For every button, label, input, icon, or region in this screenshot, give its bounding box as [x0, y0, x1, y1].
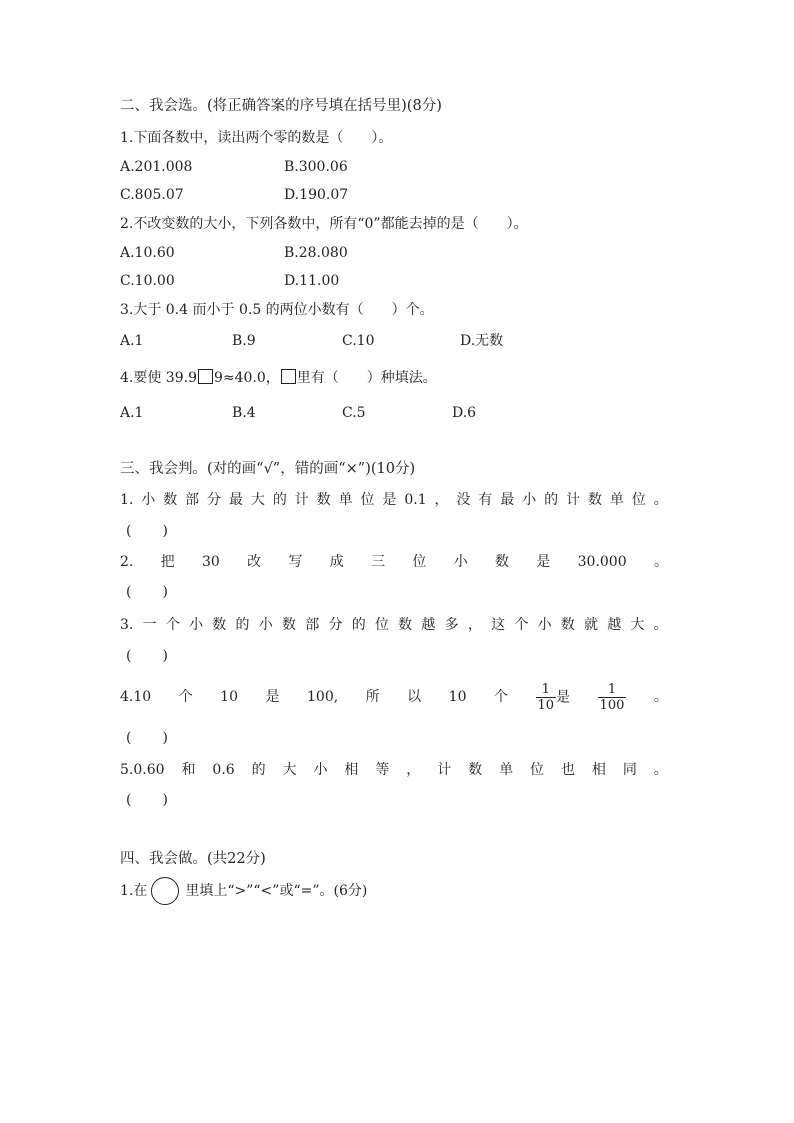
statement-token: 这: [491, 617, 506, 633]
statement-token: 小: [141, 492, 156, 508]
statement-token: 。: [653, 492, 668, 508]
statement-token: 同: [622, 762, 637, 778]
statement-token: ，: [467, 617, 482, 633]
statement-token: 的: [235, 617, 250, 633]
statement-token: 小: [537, 617, 552, 633]
answer-paren: ( ): [126, 648, 169, 664]
q4-end: 。: [653, 689, 668, 705]
q1-option-c: C.805.07: [120, 187, 184, 203]
q4-shi: 是: [556, 689, 571, 705]
q3-option-c: C.10: [342, 333, 375, 349]
statement-token: 小: [313, 762, 328, 778]
q4-option-a: A.1: [120, 405, 144, 421]
statement-token: 计: [294, 492, 309, 508]
mc-question-2: 2.不改变数的大小，下列各数中，所有“0”都能去掉的是（ ）。: [120, 216, 528, 232]
statement-token: 部: [305, 617, 320, 633]
statement-token: 位: [530, 762, 545, 778]
q4-stem-pre: 4.要使 39.9: [120, 370, 197, 386]
q4-part: 100,: [307, 689, 339, 705]
statement-token: 的: [272, 492, 287, 508]
statement-token: 0.1: [404, 492, 427, 508]
statement-token: 最: [228, 492, 243, 508]
q2-option-b: B.28.080: [284, 245, 348, 261]
q4-part: 是: [265, 689, 280, 705]
fraction-one-tenth: [536, 682, 557, 713]
statement-token: 相: [591, 762, 606, 778]
fraction-group: [536, 682, 571, 713]
q1-option-b: B.300.06: [284, 159, 348, 175]
answer-paren: ( ): [126, 792, 169, 808]
statement-token: 位: [374, 617, 389, 633]
fraction-one-hundredth: [598, 682, 627, 713]
statement-token: 位: [412, 554, 427, 570]
statement-token: 小: [522, 492, 537, 508]
statement-token: 位: [631, 492, 646, 508]
statement-token: 小: [189, 617, 204, 633]
statement-token: 计: [566, 492, 581, 508]
statement-token: 数: [316, 492, 331, 508]
statement-token: 1.: [120, 492, 134, 508]
q1-option-d: D.190.07: [284, 187, 349, 203]
mc-question-4: [120, 368, 437, 388]
tf-question-3: [120, 615, 668, 635]
q1-pre: 1.在: [120, 883, 148, 899]
statement-token: 单: [338, 492, 353, 508]
statement-token: 没: [456, 492, 471, 508]
statement-token: 三: [371, 554, 386, 570]
statement-token: 写: [288, 554, 303, 570]
statement-token: 数: [587, 492, 602, 508]
statement-token: 小: [258, 617, 273, 633]
q3-option-a: A.1: [120, 333, 144, 349]
section-3-heading: 三、我会判。(对的画“√”，错的画“×”)(10分): [120, 461, 416, 477]
mc-question-3: 3.大于 0.4 而小于 0.5 的两位小数有（ ）个。: [120, 302, 434, 318]
q4-part: 10: [220, 689, 238, 705]
tf-question-5: [120, 760, 668, 780]
statement-token: 多: [444, 617, 459, 633]
q2-option-c: C.10.00: [120, 273, 175, 289]
q4-part: 所: [365, 689, 380, 705]
statement-token: 等: [375, 762, 390, 778]
statement-token: 成: [329, 554, 344, 570]
statement-token: ，: [434, 492, 449, 508]
q1-option-a: A.201.008: [120, 159, 193, 175]
statement-token: 个: [165, 617, 180, 633]
mc-question-1: 1.下面各数中，读出两个零的数是（ ）。: [120, 130, 393, 146]
statement-token: 5.0.60: [120, 762, 165, 778]
statement-token: 就: [584, 617, 599, 633]
statement-token: 越: [607, 617, 622, 633]
statement-token: 单: [609, 492, 624, 508]
statement-token: 小: [453, 554, 468, 570]
statement-token: 。: [653, 617, 668, 633]
statement-token: 部: [185, 492, 200, 508]
statement-token: 30.000: [577, 554, 627, 570]
q4-part: 4.10: [120, 689, 152, 705]
tf-question-4: [120, 678, 668, 716]
q3-option-b: B.9: [232, 333, 256, 349]
q4-part: 以: [407, 689, 422, 705]
statement-token: 大: [250, 492, 265, 508]
q1-post: 里填上“>”“<”或“=”。(6分): [185, 883, 368, 899]
statement-token: 大: [282, 762, 297, 778]
statement-token: 个: [514, 617, 529, 633]
tf-question-1: [120, 490, 668, 510]
q3-option-d: D.无数: [460, 333, 504, 349]
q2-option-d: D.11.00: [284, 273, 340, 289]
statement-token: 最: [500, 492, 515, 508]
blank-square-icon: [198, 369, 213, 384]
q4-part: 个: [494, 689, 508, 705]
statement-token: 数: [560, 617, 575, 633]
statement-token: 数: [163, 492, 178, 508]
statement-token: 分: [328, 617, 343, 633]
statement-token: ，: [406, 762, 421, 778]
statement-token: 是: [536, 554, 551, 570]
statement-token: 的: [251, 762, 266, 778]
answer-paren: ( ): [126, 730, 169, 746]
q2-option-a: A.10.60: [120, 245, 175, 261]
statement-token: 是: [382, 492, 397, 508]
tf-question-2: [120, 552, 668, 572]
statement-token: 数: [495, 554, 509, 570]
q4-stem-mid: 9≈40.0，: [213, 370, 280, 386]
statement-token: 计: [437, 762, 452, 778]
q4-part: 10: [448, 689, 467, 705]
statement-token: 相: [344, 762, 359, 778]
q4-stem-post: 里有（ ）种填法。: [296, 370, 437, 386]
fraction-numerator: 1: [607, 681, 617, 697]
statement-token: 0.6: [212, 762, 235, 778]
statement-token: 越: [421, 617, 436, 633]
statement-token: 30: [201, 554, 220, 570]
q4-option-d: D.6: [452, 405, 477, 421]
statement-token: 有: [478, 492, 493, 508]
q4-part: 个: [178, 689, 193, 705]
blank-square-icon: [281, 369, 296, 384]
answer-paren: ( ): [126, 584, 169, 600]
statement-token: 把: [160, 554, 175, 570]
statement-token: 和: [181, 762, 196, 778]
statement-token: 的: [544, 492, 559, 508]
fraction-denominator: 10: [537, 697, 555, 713]
q4-option-b: B.4: [232, 405, 256, 421]
statement-token: 位: [360, 492, 375, 508]
statement-token: 大: [630, 617, 645, 633]
statement-token: 单: [499, 762, 514, 778]
section-4-heading: 四、我会做。(共22分): [120, 851, 266, 867]
statement-token: 改: [247, 554, 262, 570]
statement-token: 一: [142, 617, 157, 633]
answer-paren: ( ): [126, 523, 169, 539]
calc-question-1: [120, 877, 367, 905]
statement-token: 数: [212, 617, 227, 633]
fraction-numerator: 1: [541, 681, 550, 697]
statement-token: 数: [398, 617, 413, 633]
statement-token: 的: [351, 617, 366, 633]
statement-token: 分: [207, 492, 222, 508]
statement-token: 数: [468, 762, 483, 778]
statement-token: 2.: [120, 554, 134, 570]
statement-token: 。: [653, 554, 668, 570]
section-2-heading: 二、我会选。(将正确答案的序号填在括号里)(8分): [120, 98, 442, 114]
statement-token: 也: [560, 762, 575, 778]
q4-option-c: C.5: [342, 405, 366, 421]
statement-token: 数: [282, 617, 296, 633]
statement-token: 。: [653, 762, 668, 778]
fraction-denominator: 100: [599, 697, 625, 713]
statement-token: 3.: [120, 617, 134, 633]
blank-circle-icon: [151, 877, 179, 905]
